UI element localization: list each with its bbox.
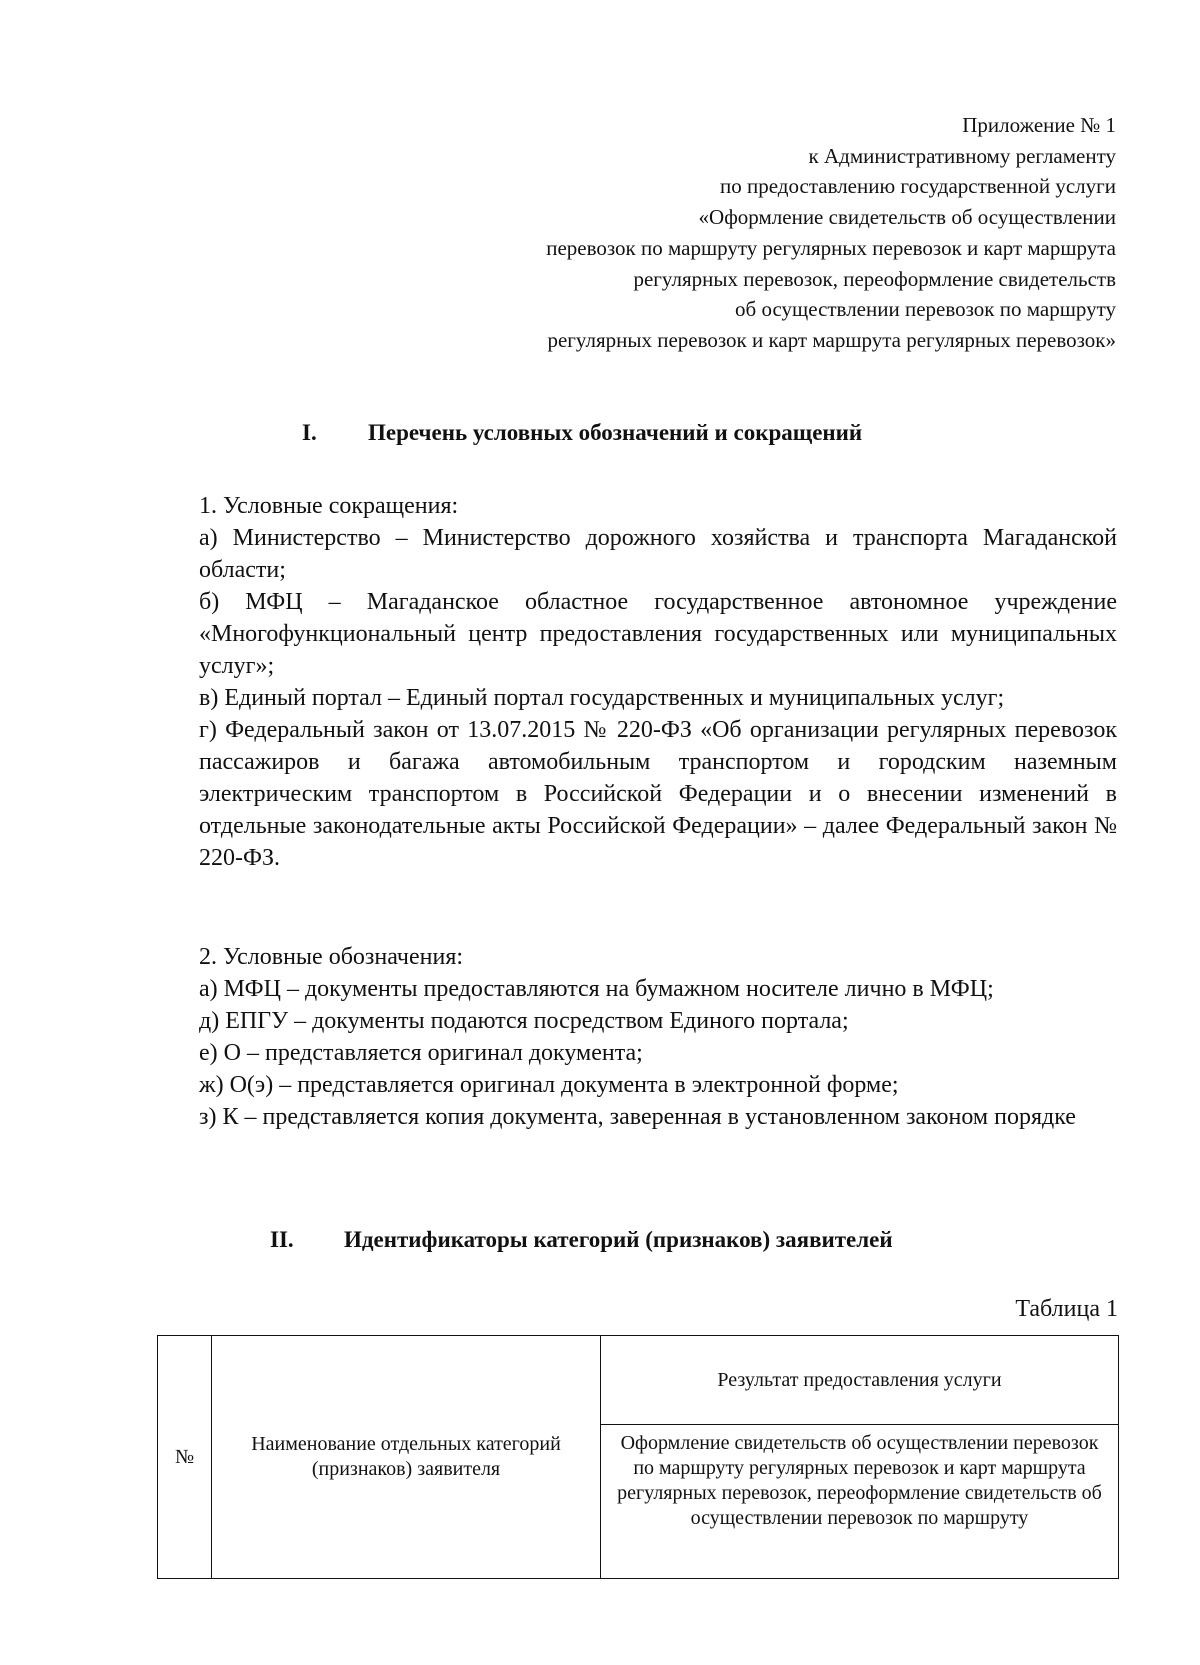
section-2-number: II. <box>270 1227 294 1252</box>
paragraph: д) ЕПГУ – документы подаются посредством Единого портала; <box>199 1008 849 1034</box>
notations-block <box>199 941 1117 1133</box>
paragraph: а) Министерство – Министерство дорожного хозяйства и транспорта Магаданской области; <box>199 525 1117 583</box>
annex-line: перевозок по маршруту регулярных перевозок и карт маршрута <box>546 235 1116 260</box>
section-2-title: Идентификаторы категорий (признаков) заявителей <box>344 1227 893 1252</box>
section-1-heading <box>302 420 1002 450</box>
paragraph: в) Единый портал – Единый портал государственных и муниципальных услуг; <box>199 685 1005 711</box>
header-number-cell: № <box>158 1336 212 1579</box>
annex-line: Приложение № 1 <box>962 113 1116 137</box>
paragraph: а) МФЦ – документы предоставляются на бумажном носителе лично в МФЦ; <box>199 976 994 1002</box>
section-1-title: Перечень условных обозначений и сокращений <box>368 420 863 445</box>
paragraph: ж) О(э) – представляется оригинал документа в электронной форме; <box>199 1072 899 1098</box>
paragraph: з) К – представляется копия документа, заверенная в установленном законом порядке <box>199 1104 1076 1130</box>
paragraph: г) Федеральный закон от 13.07.2015 № 220-ФЗ «Об организации регулярных перевозок пассажиров и багажа автомобильным транспортом и городским наземным электрическим транспортом в Российской Федерации и о внесении изменений в отдельные законодательные акты Российской Федерации» – далее Федеральный закон № 220-ФЗ. <box>199 717 1117 871</box>
header-category-name-cell: Наименование отдельных категорий (признаков) заявителя <box>212 1336 601 1579</box>
annex-line: по предоставлению государственной услуги <box>720 174 1116 199</box>
annex-line: к Административному регламенту <box>808 143 1116 168</box>
paragraph: 1. Условные сокращения: <box>199 493 459 519</box>
annex-header <box>316 110 1116 356</box>
table-caption: Таблица 1 <box>1015 1296 1118 1322</box>
section-1-number: I. <box>302 420 317 445</box>
paragraph: е) О – представляется оригинал документа; <box>199 1040 643 1066</box>
annex-line: регулярных перевозок, переоформление свидетельств <box>633 266 1116 291</box>
annex-line: регулярных перевозок и карт маршрута регулярных перевозок» <box>547 327 1116 352</box>
abbreviations-block <box>199 490 1117 874</box>
paragraph: б) МФЦ – Магаданское областное государственное автономное учреждение «Многофункциональный центр предоставления государственных или муниципальных услуг»; <box>199 589 1117 679</box>
applicant-categories-table <box>157 1335 1119 1579</box>
annex-line: «Оформление свидетельств об осуществлении <box>698 205 1116 230</box>
header-result-cell: Результат предоставления услуги <box>601 1336 1119 1425</box>
paragraph: 2. Условные обозначения: <box>199 944 464 970</box>
annex-line: об осуществлении перевозок по маршруту <box>735 297 1116 322</box>
section-2-heading <box>270 1227 1030 1257</box>
header-result-subcell: Оформление свидетельств об осуществлении перевозок по маршруту регулярных перевозок и карт маршрута регулярных перевозок, переоформление свидетельств об осуществлении перевозок по маршруту <box>601 1425 1119 1579</box>
table-row <box>158 1336 1119 1425</box>
